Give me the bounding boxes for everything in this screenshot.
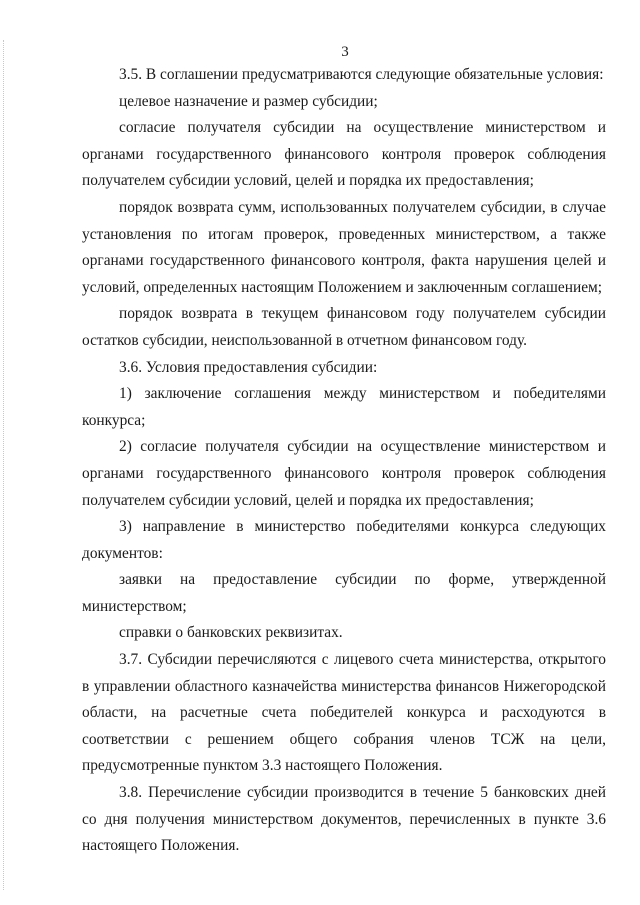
paragraph-3-7: 3.7. Субсидии перечисляются с лицевого счета министерства, открытого в управлении областного казначейства министерства финансов Нижегородской области, на расчетные счета победителей конкурса и расходуются в соответствии с решением общего собрания членов ТСЖ на цели, предусмотренные пунктом 3.3 настоящего Положения. [82,651,606,775]
paragraph-refund-balance: порядок возврата в текущем финансовом году получателем субсидии остатков субсидии, неиспользованной в отчетном финансовом году. [82,305,606,349]
paragraph-condition-2: 2) согласие получателя субсидии на осуществление министерством и органами государственного финансового контроля проверок соблюдения получателем субсидии условий, целей и порядка их предоставления; [82,438,606,509]
paragraph-applications: заявки на предоставление субсидии по форме, утвержденной министерством; [82,571,606,615]
paragraph-bank-details: справки о банковских реквизитах. [119,624,343,642]
page-number: 3 [341,44,349,60]
paragraph-condition-3: 3) направление в министерство победителями конкурса следующих документов: [82,518,606,562]
paragraph-3-6: 3.6. Условия предоставления субсидии: [119,358,378,376]
paragraph-3-5: 3.5. В соглашении предусматриваются следующие обязательные условия: [119,66,604,83]
paragraph-refund-violations: порядок возврата сумм, использованных получателем субсидии, в случае установления по итогам проверок, проведенных министерством, а также органами государственного финансового контроля, факта нарушения целей и условий, определенных настоящим Положением и заключенным соглашением; [82,198,606,296]
scan-edge-mark [3,40,4,890]
paragraph-3-8: 3.8. Перечисление субсидии производится в течение 5 банковских дней со дня получения министерством документов, перечисленных в пункте 3.6 настоящего Положения. [82,784,606,855]
document-body [82,62,606,860]
paragraph-consent-inspections: согласие получателя субсидии на осуществление министерством и органами государственного финансового контроля проверок соблюдения получателем субсидии условий, целей и порядка их предоставления; [82,119,606,190]
paragraph-condition-1: 1) заключение соглашения между министерством и победителями конкурса; [82,385,606,429]
paragraph-purpose-amount: целевое назначение и размер субсидии; [119,92,378,110]
